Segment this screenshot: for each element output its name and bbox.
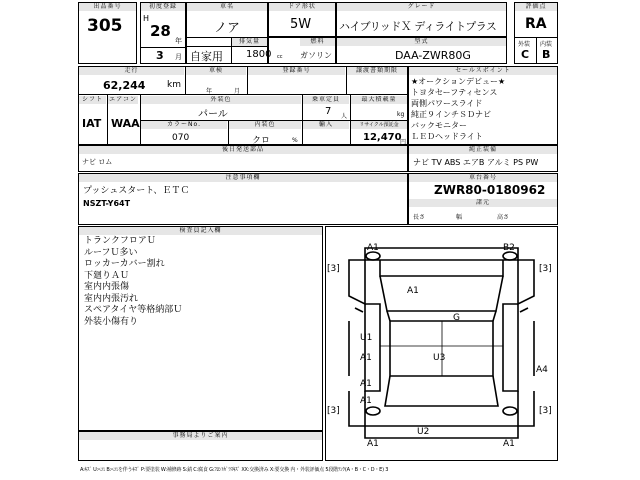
- color-no-label: カラーNo.: [141, 121, 227, 129]
- mileage: 62,244: [103, 79, 146, 92]
- first-reg-month: 3: [156, 49, 164, 62]
- import-label: 輸入: [303, 121, 349, 129]
- usage: 自家用: [190, 50, 223, 63]
- sales-point-item: トヨタセーフティセンス: [411, 88, 498, 97]
- sales-points-label: セールスポイント: [409, 67, 557, 75]
- displacement: 1800: [246, 49, 272, 60]
- ac-label: エアコン: [109, 96, 137, 103]
- shift-label: シフト: [79, 96, 106, 104]
- inspection-label: 車検: [186, 67, 246, 75]
- model: DAA-ZWR80G: [395, 49, 471, 62]
- notes-line-2: NSZT-Y64T: [83, 199, 131, 208]
- grade: ハイブリッドＸ ディライトプラス: [339, 20, 497, 33]
- notes-label: 注意事項欄: [79, 174, 407, 182]
- yen-unit: 円: [400, 139, 407, 146]
- shift: IAT: [82, 117, 102, 130]
- sales-points-list: [411, 76, 505, 142]
- docs-label: 譲渡書類期限: [347, 67, 407, 75]
- chassis-label: 車台番号: [409, 174, 557, 182]
- reg-no-label: 登録番号: [248, 67, 345, 75]
- model-label: 型式: [337, 38, 506, 46]
- car-outline: [349, 248, 534, 438]
- damage-mark: [3]: [539, 264, 552, 274]
- percent-unit: %: [292, 137, 298, 144]
- damage-mark: A1: [503, 439, 515, 449]
- inspector-comment: 室内内張傷: [84, 282, 130, 292]
- chassis-number: ZWR80-0180962: [434, 183, 546, 197]
- exterior-label: 外装: [518, 41, 531, 48]
- inspector-comment: トランクフロアＵ: [84, 236, 156, 246]
- sales-point-item: ★オークションデビュー★: [411, 77, 506, 86]
- first-reg-label: 初度登録: [141, 3, 185, 11]
- name-label: 車名: [187, 3, 267, 11]
- interior-label: 内装: [540, 41, 553, 48]
- damage-mark: B2: [503, 243, 515, 253]
- retrofit-label: 後日発送部品: [79, 146, 407, 154]
- recycle-label: リサイクル預託金: [351, 121, 407, 129]
- dim-height: 高さ: [497, 214, 510, 221]
- lot-label: 出品番号: [79, 3, 136, 11]
- doors-label: ドア形状: [269, 3, 335, 11]
- mileage-unit: km: [167, 80, 181, 90]
- score: RA: [525, 16, 547, 32]
- sales-point-item: バックモニター: [411, 121, 467, 130]
- capacity-label: 乗車定員: [303, 96, 349, 104]
- damage-mark: A1: [367, 243, 379, 253]
- displacement-unit: cc: [277, 54, 283, 60]
- damage-mark: A1: [367, 439, 379, 449]
- inspection-year-unit: 年: [206, 88, 213, 95]
- sales-point-item: 純正９インチＳＤナビ: [411, 110, 491, 119]
- damage-mark: A1: [360, 379, 372, 389]
- capacity: 7: [325, 106, 332, 117]
- inspector-comment: ロッカーカバー割れ: [84, 259, 165, 269]
- doors: 5W: [290, 17, 312, 32]
- dim-width: 幅: [456, 214, 463, 221]
- inspection-month-unit: 月: [234, 88, 241, 95]
- inspector-label: 検査員記入欄: [79, 227, 322, 235]
- interior-score: B: [542, 48, 551, 61]
- damage-mark: G: [453, 313, 460, 323]
- car-diagram: [325, 226, 558, 461]
- year-unit: 年: [175, 37, 182, 45]
- genuine-label: 純正装備: [409, 146, 557, 154]
- legend: A:ｷｽﾞ U:ﾍｺﾐ B:ﾍｺﾐを伴うｷｽﾞ P:要塗装 W:補修跡 S:錆 C:腐食 G:ﾌﾛﾝﾄｶﾞﾗｽｷｽﾞ XX:交換済み X:要交換 内・外装評価点 5段階ﾗﾝｸ(A・B・C・D・E) 3: [80, 467, 389, 473]
- inspector-comment: 外装小傷有り: [84, 316, 139, 327]
- interior-color: クロ: [252, 136, 271, 146]
- damage-mark: A1: [360, 396, 372, 406]
- damage-mark: A4: [536, 365, 548, 375]
- grade-label: グレード: [337, 3, 506, 11]
- first-reg-year: 28: [150, 22, 171, 40]
- damage-mark: [3]: [539, 406, 552, 416]
- inspector-comments: [84, 236, 182, 328]
- fuel-label: 燃料: [300, 38, 335, 46]
- damage-mark: U3: [433, 353, 446, 363]
- fuel: ガソリン: [300, 51, 332, 60]
- damage-mark: A1: [360, 353, 372, 363]
- genuine-equipment: ナビ TV ABS エアB アルミ PS PW: [413, 158, 539, 167]
- dim-length: 長さ: [413, 214, 426, 221]
- sales-point-item: 両側パワースライド: [411, 99, 483, 108]
- damage-mark: [3]: [327, 406, 340, 416]
- exterior-score: C: [521, 48, 530, 61]
- recycle-amount: 12,470: [363, 132, 402, 143]
- color: パール: [198, 109, 228, 120]
- max-load-label: 最大積載量: [351, 96, 407, 104]
- color-no: 070: [172, 133, 190, 143]
- damage-mark: U2: [417, 427, 430, 437]
- specs-box: [78, 66, 408, 145]
- mileage-label: 走行: [79, 67, 184, 75]
- inspector-comment: 室内内張汚れ: [84, 293, 139, 304]
- inspector-comment: スペアタイヤ等格納部Ｕ: [84, 305, 183, 315]
- era: H: [143, 14, 150, 23]
- inspector-comment: ルーフＵ多い: [84, 247, 138, 258]
- car-name: ノア: [214, 21, 241, 36]
- damage-mark: [3]: [327, 264, 340, 274]
- capacity-unit: 人: [341, 113, 348, 120]
- month-unit: 月: [175, 53, 182, 61]
- lot-number: 305: [87, 16, 123, 36]
- ac: WAA: [111, 117, 140, 130]
- inspector-comment: 下廻りＡＵ: [84, 270, 130, 281]
- displacement-label: 排気量: [232, 38, 267, 46]
- office-label: 事務局よりご案内: [79, 432, 322, 440]
- color-label: 外装色: [141, 96, 301, 104]
- max-load-unit: kg: [397, 111, 405, 118]
- sales-point-item: ＬＥＤヘッドライト: [411, 132, 483, 141]
- damage-mark: A1: [407, 286, 419, 296]
- interior-color-label: 内装色: [229, 121, 301, 129]
- score-label: 評価点: [515, 3, 557, 11]
- damage-mark: U1: [360, 333, 373, 343]
- dims-label: 諸元: [409, 199, 557, 207]
- notes-line-1: プッシュスタート、ＥＴＣ: [83, 186, 190, 196]
- retrofit-parts: ナビ ロム: [82, 158, 113, 166]
